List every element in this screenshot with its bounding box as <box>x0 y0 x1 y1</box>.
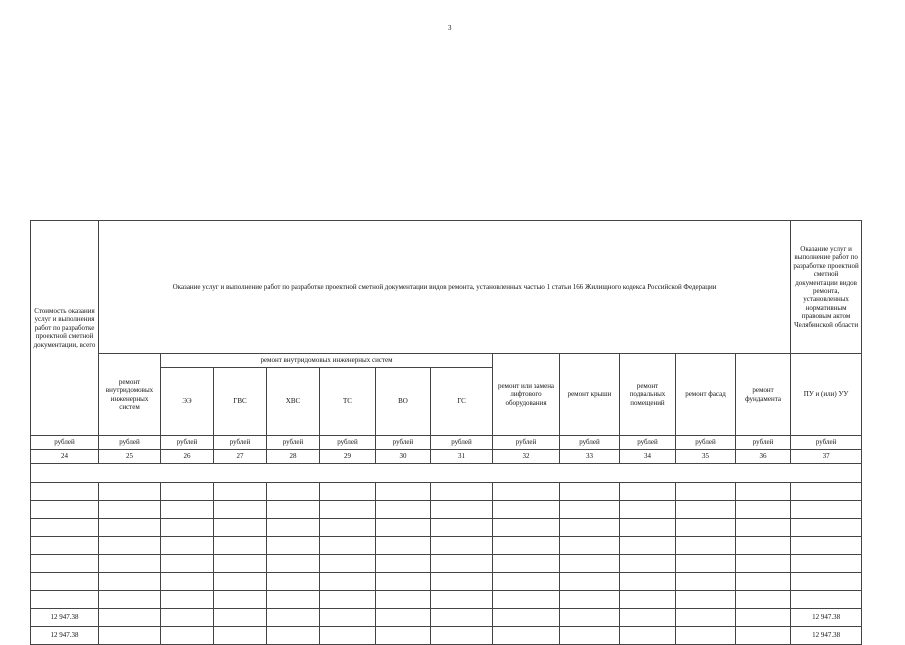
unit-cell: рублей <box>161 436 214 450</box>
unit-cell: рублей <box>493 436 560 450</box>
unit-cell: рублей <box>99 436 161 450</box>
unit-cell: рублей <box>320 436 376 450</box>
header-roof: ремонт крыши <box>560 354 620 436</box>
meters-value: 12 947.38 <box>791 627 862 645</box>
column-number: 24 <box>31 450 99 464</box>
column-number: 31 <box>431 450 493 464</box>
header-sub-hvs: ХВС <box>267 368 320 436</box>
unit-cell: рублей <box>267 436 320 450</box>
header-total-cost: Стоимость оказания услуг и выполнения работ по разработке проектной сметной документации, всего <box>31 221 99 436</box>
table-row <box>31 627 862 645</box>
header-sub-ts: ТС <box>320 368 376 436</box>
header-intra-sub: ремонт внутридомовых инженерных систем <box>161 354 493 368</box>
column-number: 30 <box>376 450 431 464</box>
unit-cell: рублей <box>676 436 736 450</box>
total-cost-value: 12 947.38 <box>31 609 99 627</box>
cost-table <box>30 220 862 645</box>
header-sub-gvs: ГВС <box>214 368 267 436</box>
page-number: 3 <box>448 24 452 32</box>
column-number: 35 <box>676 450 736 464</box>
header-facade: ремонт фасад <box>676 354 736 436</box>
header-regional-title: Оказание услуг и выполнение работ по разработке проектной сметной документации видов ремонта, установленных нормативным правовым актом Челябинской области <box>791 221 862 354</box>
unit-cell: рублей <box>431 436 493 450</box>
unit-cell: рублей <box>791 436 862 450</box>
header-basement: ремонт подвальных помещений <box>620 354 676 436</box>
unit-cell: рублей <box>376 436 431 450</box>
unit-cell: рублей <box>620 436 676 450</box>
column-number: 29 <box>320 450 376 464</box>
column-number: 33 <box>560 450 620 464</box>
section-row <box>31 464 862 483</box>
column-number: 34 <box>620 450 676 464</box>
header-foundation: ремонт фундамента <box>736 354 791 436</box>
unit-cell: рублей <box>214 436 267 450</box>
column-number: 25 <box>99 450 161 464</box>
header-sub-gs: ГС <box>431 368 493 436</box>
column-number: 28 <box>267 450 320 464</box>
header-elevator: ремонт или замена лифтового оборудования <box>493 354 560 436</box>
table-row <box>31 573 862 591</box>
header-sub-ee: ЭЭ <box>161 368 214 436</box>
column-number: 36 <box>736 450 791 464</box>
header-group-title: Оказание услуг и выполнение работ по разработке проектной сметной документации видов ремонта, установленных частью 1 статьи 166 Жилищного кодекса Российской Федерации <box>99 221 791 354</box>
table-row <box>31 519 862 537</box>
column-number: 32 <box>493 450 560 464</box>
column-number: 27 <box>214 450 267 464</box>
total-cost-value: 12 947.38 <box>31 627 99 645</box>
column-number: 37 <box>791 450 862 464</box>
table-row <box>31 501 862 519</box>
header-meters: ПУ и (или) УУ <box>791 354 862 436</box>
meters-value: 12 947.38 <box>791 609 862 627</box>
header-sub-vo: ВО <box>376 368 431 436</box>
table-row <box>31 483 862 501</box>
table-row <box>31 537 862 555</box>
table-row <box>31 609 862 627</box>
unit-cell: рублей <box>736 436 791 450</box>
table-row <box>31 591 862 609</box>
unit-cell: рублей <box>560 436 620 450</box>
unit-cell: рублей <box>31 436 99 450</box>
table-row <box>31 555 862 573</box>
header-intra-repair: ремонт внутридомовых инженерных систем <box>99 354 161 436</box>
column-number: 26 <box>161 450 214 464</box>
